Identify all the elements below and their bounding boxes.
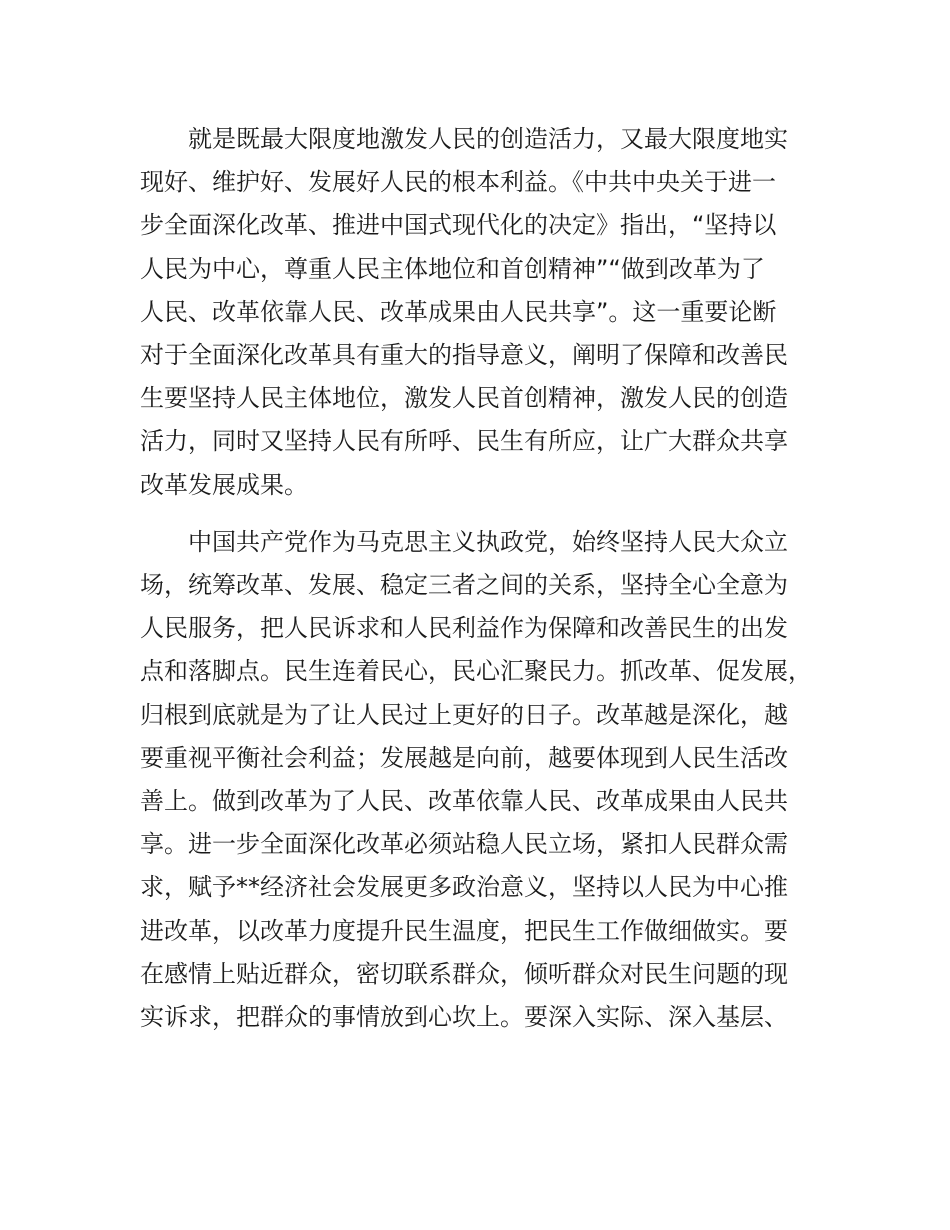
- text-line: 对于全面深化改革具有重大的指导意义，阐明了保障和改善民: [140, 341, 788, 370]
- text-line: 生要坚持人民主体地位，激发人民首创精神，激发人民的创造: [140, 384, 788, 413]
- text-line: 实诉求，把群众的事情放到心坎上。要深入实际、深入基层、: [140, 1003, 788, 1032]
- text-line: 归根到底就是为了让人民过上更好的日子。改革越是深化，越: [140, 700, 788, 729]
- text-line: 人民服务，把人民诉求和人民利益作为保障和改善民生的出发: [140, 614, 788, 643]
- text-line: 步全面深化改革、推进中国式现代化的决定》指出，“坚持以: [140, 211, 777, 240]
- paragraph-1: [140, 118, 830, 507]
- text-line: 要重视平衡社会利益；发展越是向前，越要体现到人民生活改: [140, 743, 788, 772]
- text-line: 中国共产党作为马克思主义执政党，始终坚持人民大众立: [188, 527, 788, 556]
- text-line: 人民、改革依靠人民、改革成果由人民共享”。这一重要论断: [140, 297, 777, 326]
- text-line: 改革发展成果。: [140, 470, 308, 499]
- text-line: 在感情上贴近群众，密切联系群众，倾听群众对民生问题的现: [140, 959, 788, 988]
- text-line: 活力，同时又坚持人民有所呼、民生有所应，让广大群众共享: [140, 427, 788, 456]
- text-line: 现好、维护好、发展好人民的根本利益。《中共中央关于进一: [140, 168, 776, 197]
- document-body: [140, 118, 830, 1039]
- paragraph-2: [140, 521, 830, 1039]
- text-line: 享。进一步全面深化改革必须站稳人民立场，紧扣人民群众需: [140, 830, 788, 859]
- text-line: 就是既最大限度地激发人民的创造活力，又最大限度地实: [188, 125, 788, 153]
- text-line: 人民为中心，尊重人民主体地位和首创精神”“做到改革为了: [140, 254, 765, 283]
- text-line: 点和落脚点。民生连着民心，民心汇聚民力。抓改革、促发展，: [140, 657, 812, 686]
- text-line: 求，赋予**经济社会发展更多政治意义，坚持以人民为中心推: [140, 873, 788, 902]
- text-line: 进改革，以改革力度提升民生温度，把民生工作做细做实。要: [140, 916, 788, 945]
- text-line: 善上。做到改革为了人民、改革依靠人民、改革成果由人民共: [140, 787, 788, 816]
- text-line: 场，统筹改革、发展、稳定三者之间的关系，坚持全心全意为: [140, 571, 788, 600]
